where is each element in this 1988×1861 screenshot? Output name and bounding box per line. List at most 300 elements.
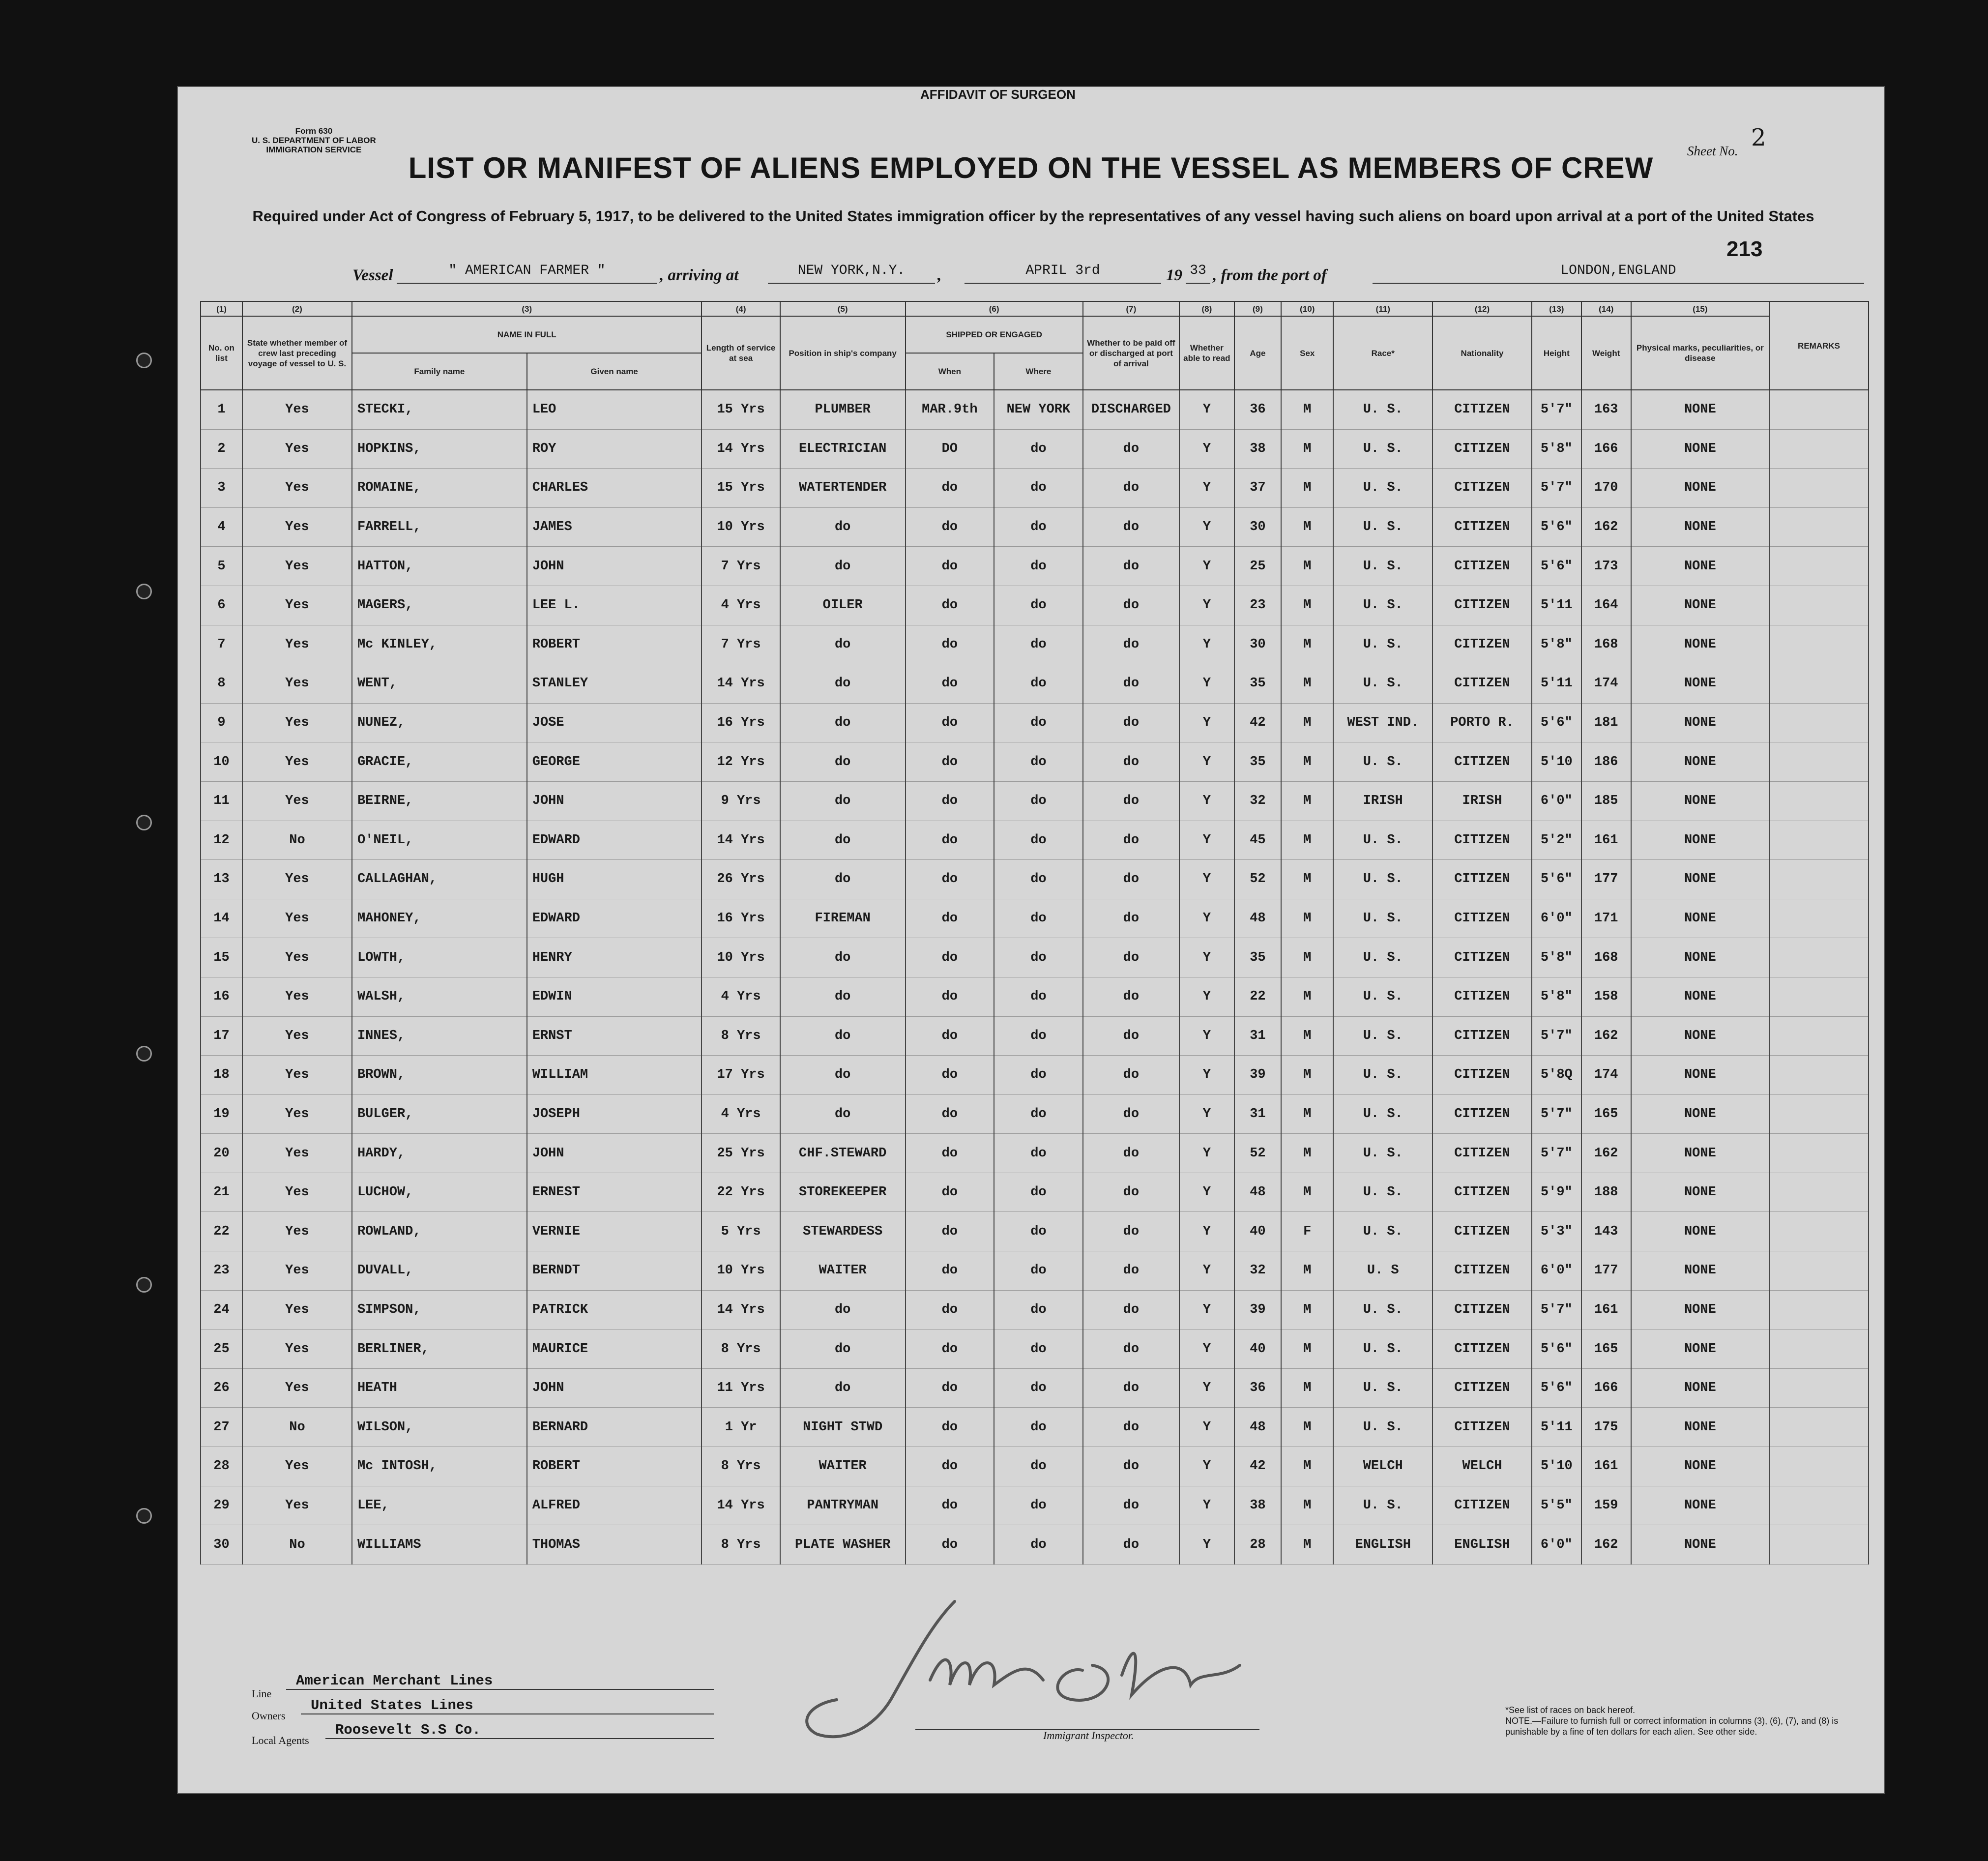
physical-marks: NONE [1631, 625, 1769, 664]
shipped-when: do [906, 899, 994, 938]
from-port: LONDON,ENGLAND [1373, 263, 1864, 284]
race: ENGLISH [1333, 1525, 1433, 1565]
given-name: JOSE [527, 703, 702, 742]
shipped-where: do [994, 1212, 1083, 1251]
shipped-where: do [994, 1368, 1083, 1408]
shipped-where: do [994, 977, 1083, 1016]
height: 6'0" [1532, 1525, 1581, 1565]
paid-off: do [1083, 1525, 1179, 1565]
shipped-where: do [994, 1173, 1083, 1212]
footer-note [1505, 1705, 1859, 1737]
height: 5'11 [1532, 586, 1581, 625]
remarks [1769, 1329, 1869, 1369]
col-num: (2) [242, 301, 352, 316]
length-service: 8 Yrs [702, 1329, 780, 1369]
paid-off: do [1083, 547, 1179, 586]
remarks [1769, 1094, 1869, 1134]
height: 5'8Q [1532, 1056, 1581, 1095]
remarks [1769, 429, 1869, 469]
prev-voyage: Yes [242, 625, 352, 664]
shipped-where: do [994, 899, 1083, 938]
height: 6'0" [1532, 899, 1581, 938]
remarks [1769, 1368, 1869, 1408]
position: do [780, 664, 906, 704]
nationality: CITIZEN [1433, 664, 1532, 704]
able-read: Y [1179, 1134, 1234, 1173]
given-name: EDWIN [527, 977, 702, 1016]
nationality: CITIZEN [1433, 1212, 1532, 1251]
table-row [201, 1486, 1869, 1525]
position: WATERTENDER [780, 469, 906, 508]
weight: 165 [1581, 1329, 1631, 1369]
position: do [780, 507, 906, 547]
height: 5'5" [1532, 1486, 1581, 1525]
physical-marks: NONE [1631, 586, 1769, 625]
given-name: BERNDT [527, 1251, 702, 1291]
race: U. S. [1333, 1134, 1433, 1173]
family-name: WALSH, [352, 977, 527, 1016]
punch-hole [136, 1508, 152, 1524]
age: 28 [1234, 1525, 1282, 1565]
prev-voyage: Yes [242, 1368, 352, 1408]
col-given-name: Given name [527, 353, 702, 390]
table-row [201, 625, 1869, 664]
arriving-label: , arriving at [660, 266, 739, 284]
col-num: (6) [906, 301, 1083, 316]
physical-marks: NONE [1631, 1251, 1769, 1291]
age: 42 [1234, 1447, 1282, 1486]
height: 5'10 [1532, 1447, 1581, 1486]
weight: 168 [1581, 938, 1631, 977]
able-read: Y [1179, 821, 1234, 860]
physical-marks: NONE [1631, 938, 1769, 977]
age: 52 [1234, 860, 1282, 899]
sex: M [1281, 390, 1333, 429]
height: 5'2" [1532, 821, 1581, 860]
col-able-read: Whether able to read [1179, 316, 1234, 390]
length-service: 11 Yrs [702, 1368, 780, 1408]
col-no-on-list: No. on list [201, 316, 242, 390]
race: U. S. [1333, 860, 1433, 899]
position: do [780, 1329, 906, 1369]
line-label: Line [252, 1687, 272, 1700]
remarks [1769, 781, 1869, 821]
paid-off: do [1083, 821, 1179, 860]
remarks [1769, 742, 1869, 782]
length-service: 10 Yrs [702, 938, 780, 977]
family-name: CALLAGHAN, [352, 860, 527, 899]
race: U. S. [1333, 664, 1433, 704]
prev-voyage: Yes [242, 860, 352, 899]
age: 35 [1234, 742, 1282, 782]
weight: 162 [1581, 1134, 1631, 1173]
physical-marks: NONE [1631, 860, 1769, 899]
weight: 165 [1581, 1094, 1631, 1134]
shipped-when: do [906, 1368, 994, 1408]
physical-marks: NONE [1631, 703, 1769, 742]
age: 38 [1234, 429, 1282, 469]
sex: M [1281, 1290, 1333, 1329]
prev-voyage: Yes [242, 390, 352, 429]
paid-off: do [1083, 1212, 1179, 1251]
sex: M [1281, 1368, 1333, 1408]
able-read: Y [1179, 586, 1234, 625]
race: U. S. [1333, 469, 1433, 508]
length-service: 4 Yrs [702, 586, 780, 625]
row-number: 3 [201, 469, 242, 508]
sex: M [1281, 1056, 1333, 1095]
age: 48 [1234, 899, 1282, 938]
nationality: WELCH [1433, 1447, 1532, 1486]
position: CHF.STEWARD [780, 1134, 906, 1173]
sex: M [1281, 1447, 1333, 1486]
prev-voyage: Yes [242, 1251, 352, 1291]
family-name: Mc KINLEY, [352, 625, 527, 664]
shipped-when: DO [906, 429, 994, 469]
race: U. S. [1333, 899, 1433, 938]
prev-voyage: Yes [242, 1447, 352, 1486]
sex: M [1281, 664, 1333, 704]
row-number: 5 [201, 547, 242, 586]
given-name: ALFRED [527, 1486, 702, 1525]
col-race: Race* [1333, 316, 1433, 390]
manifest-sheet: AFFIDAVIT OF SURGEON Form 630 U. S. DEPARTMENT OF LABOR IMMIGRATION SERVICE Sheet No. 2 LIST OR MANIFEST OF ALIENS EMPLOYED ON THE VESSEL AS MEMBERS OF CREW Required under Act of Congress of February 5, 1917, to be delivered to the United States immigration officer by the representatives of any vessel having such aliens on board upon arrival at a port of the United States 213 Vessel " AMERICAN FARMER " , arriving at NEW YORK,N.Y. , APRIL 3rd 19 33 , from the port of LONDON,ENGLAND (1) (2) (3) (4) (5) (6) (7) (8) (9) (10) (11) (12) (13) (14) (15) REMARKS No. on list State whether member of crew last preceding voyage of vessel to U. S. NAME IN FULL Length of service at sea Position in ship's company SHIPPED OR ENGAGED Whether to be paid off or discharged at port of arrival Whether able to read Age Sex Race* Nationality Height Weight Physical marks, peculiarities, or disease Family name Given name When Where 1 Yes STECKI, LEO 15 Yrs PLUMBER MAR.9th NEW YORK DISCHARGED Y 36 M U. S. CITIZEN 5'7" 163 NONE 2 Yes HOPKINS, ROY 14 Yrs ELECTRICIAN DO do do Y 38 M U. S. CITIZEN 5'8" 166 NONE 3 Yes ROMAINE, CHARLES 15 Yrs WATERTENDER do do do Y 37 M U. S. CITIZEN 5'7" 170 NONE 4 Yes FARRELL, JAMES 10 Yrs do do do do Y 30 M U. S. CITIZEN 5'6" 162 NONE 5 Yes HATTON, JOHN 7 Yrs do do do do Y 25 M U. S. CITIZEN 5'6" 173 NONE 6 Yes MAGERS, LEE L. 4 Yrs OILER do do do Y 23 M U. S. CITIZEN 5'11 164 NONE 7 Yes Mc KINLEY, ROBERT 7 Yrs do do do do Y 30 M U. S. CITIZEN 5'8" 168 NONE 8 Yes WENT, STANLEY 14 Yrs do do do do Y 35 M U. S. CITIZEN 5'11 174 NONE 9 Yes NUNEZ, JOSE 16 Yrs do do do do Y 42 M WEST IND. PORTO R. 5'6" 181 NONE 10 Yes GRACIE, GEORGE 12 Yrs do do do do Y 35 M U. S. CITIZEN 5'10 186 NONE 11 Yes BEIRNE, JOHN 9 Yrs do do do do Y 32 M IRISH IRISH 6'0" 185 NONE 12 No O'NEIL, EDWARD 14 Yrs do do do do Y 45 M U. S. CITIZEN 5'2" 161 NONE 13 Yes CALLAGHAN, HUGH 26 Yrs do do do do Y 52 M U. S. CITIZEN 5'6" 177 NONE 14 Yes MAHONEY, EDWARD 16 Yrs FIREMAN do do do Y 48 M U. S. CITIZEN 6'0" 171 NONE 15 Yes LOWTH, HENRY 10 Yrs do do do do Y 35 M U. S. CITIZEN 5'8" 168 NONE 16 Yes WALSH, EDWIN 4 Yrs do do do do Y 22 M U. S. CITIZEN 5'8" 158 NONE 17 Yes INNES, ERNST 8 Yrs do do do do Y 31 M U. S. CITIZEN 5'7" 162 NONE 18 Yes BROWN, WILLIAM 17 Yrs do do do do Y 39 M U. S. CITIZEN 5'8Q 174 NONE 19 Yes BULGER, JOSEPH 4 Yrs do do do do Y 31 M U. S. CITIZEN 5'7" 165 NONE 20 Yes HARDY, JOHN 25 Yrs CHF.STEWARD do do do Y 52 M U. S. CITIZEN 5'7" 162 NONE 21 Yes LUCHOW, ERNEST 22 Yrs STOREKEEPER do do do Y 48 M U. S. CITIZEN 5'9" 188 NONE 22 Yes ROWLAND, VERNIE 5 Yrs STEWARDESS do do do Y 40 F U. S. CITIZEN 5'3" 143 NONE 23 Yes DUVALL, BERNDT 10 Yrs WAITER do do do Y 32 M U. S CITIZEN 6'0" 177 NONE 24 Yes SIMPSON, PATRICK 14 Yrs do do do do Y 39 M U. S. CITIZEN 5'7" 161 NONE 25 Yes BERLINER, MAURICE 8 Yrs do do do do Y 40 M U. S. CITIZEN 5'6" 165 NONE 26 Yes HEATH JOHN 11 Yrs do do do do Y 36 M U. S. CITIZEN 5'6" 166 NONE 27 No WILSON, BERNARD 1 Yr NIGHT STWD do do do Y 48 M U. S. CITIZEN 5'11 175 NONE 28 Yes Mc INTOSH, ROBERT 8 Yrs WAITER do do do Y 42 M WELCH WELCH 5'10 161 NONE 29 Yes LEE, ALFRED 14 Yrs PANTRYMAN do do do Y 38 M U. S. CITIZEN 5'5" 159 NONE 30 No WILLIAMS THOMAS 8 Yrs PLATE WASHER do do do Y 28 M ENGLISH ENGLISH 6'0" 162 NONE Line American Merchant Lines Owners United States Lines Local Agents Roosevelt S.S Co. Immigrant Inspector. *See list of races on back hereof. NOTE.—Failure to furnish full or correct information in columns (3), (6), (7), and (8) is punishable by a fine of ten dollars for each alien. See other side. [177, 86, 1885, 1794]
nationality: CITIZEN [1433, 742, 1532, 782]
row-number: 21 [201, 1173, 242, 1212]
length-service: 16 Yrs [702, 703, 780, 742]
row-number: 29 [201, 1486, 242, 1525]
remarks [1769, 938, 1869, 977]
length-service: 9 Yrs [702, 781, 780, 821]
shipped-where: do [994, 1134, 1083, 1173]
shipped-where: do [994, 1251, 1083, 1291]
col-num: (4) [702, 301, 780, 316]
prev-voyage: Yes [242, 469, 352, 508]
weight: 175 [1581, 1408, 1631, 1447]
physical-marks: NONE [1631, 821, 1769, 860]
given-name: JOHN [527, 1134, 702, 1173]
race: U. S. [1333, 1290, 1433, 1329]
age: 48 [1234, 1173, 1282, 1212]
shipped-when: do [906, 1486, 994, 1525]
nationality: CITIZEN [1433, 821, 1532, 860]
row-number: 10 [201, 742, 242, 782]
race: U. S. [1333, 977, 1433, 1016]
given-name: VERNIE [527, 1212, 702, 1251]
service-name: IMMIGRATION SERVICE [266, 145, 362, 154]
age: 23 [1234, 586, 1282, 625]
family-name: ROMAINE, [352, 469, 527, 508]
sex: M [1281, 1094, 1333, 1134]
crew-table [200, 301, 1869, 1565]
shipped-where: do [994, 938, 1083, 977]
given-name: MAURICE [527, 1329, 702, 1369]
punch-hole [136, 584, 152, 599]
length-service: 4 Yrs [702, 1094, 780, 1134]
able-read: Y [1179, 1094, 1234, 1134]
remarks [1769, 1173, 1869, 1212]
family-name: LEE, [352, 1486, 527, 1525]
prev-voyage: Yes [242, 507, 352, 547]
sheet-number: 2 [1751, 124, 1766, 151]
able-read: Y [1179, 1251, 1234, 1291]
shipped-when: do [906, 703, 994, 742]
sex: M [1281, 1134, 1333, 1173]
department-name: U. S. DEPARTMENT OF LABOR [252, 136, 376, 145]
race: U. S. [1333, 429, 1433, 469]
height: 5'8" [1532, 625, 1581, 664]
shipped-when: do [906, 1016, 994, 1056]
age: 39 [1234, 1056, 1282, 1095]
prev-voyage: Yes [242, 1486, 352, 1525]
paid-off: do [1083, 1016, 1179, 1056]
shipped-when: do [906, 860, 994, 899]
height: 5'7" [1532, 1016, 1581, 1056]
paid-off: do [1083, 1094, 1179, 1134]
able-read: Y [1179, 429, 1234, 469]
col-physical: Physical marks, peculiarities, or disease [1631, 316, 1769, 390]
remarks [1769, 507, 1869, 547]
age: 31 [1234, 1094, 1282, 1134]
physical-marks: NONE [1631, 899, 1769, 938]
race: U. S. [1333, 821, 1433, 860]
col-num: (3) [352, 301, 702, 316]
height: 5'7" [1532, 469, 1581, 508]
family-name: MAHONEY, [352, 899, 527, 938]
length-service: 25 Yrs [702, 1134, 780, 1173]
length-service: 15 Yrs [702, 469, 780, 508]
shipped-where: do [994, 1056, 1083, 1095]
col-length-service: Length of service at sea [702, 316, 780, 390]
prev-voyage: Yes [242, 586, 352, 625]
position: do [780, 821, 906, 860]
table-row [201, 1173, 1869, 1212]
shipped-when: do [906, 821, 994, 860]
row-number: 2 [201, 429, 242, 469]
race: IRISH [1333, 781, 1433, 821]
shipped-when: do [906, 586, 994, 625]
age: 40 [1234, 1212, 1282, 1251]
row-number: 28 [201, 1447, 242, 1486]
row-number: 24 [201, 1290, 242, 1329]
table-row [201, 1408, 1869, 1447]
position: do [780, 860, 906, 899]
shipped-when: do [906, 1212, 994, 1251]
height: 5'7" [1532, 390, 1581, 429]
shipped-when: do [906, 547, 994, 586]
nationality: CITIZEN [1433, 1056, 1532, 1095]
col-remarks: REMARKS [1769, 301, 1869, 390]
age: 37 [1234, 469, 1282, 508]
physical-marks: NONE [1631, 1525, 1769, 1565]
weight: 174 [1581, 664, 1631, 704]
row-number: 9 [201, 703, 242, 742]
weight: 185 [1581, 781, 1631, 821]
race: U. S. [1333, 938, 1433, 977]
height: 5'7" [1532, 1290, 1581, 1329]
sex: M [1281, 821, 1333, 860]
prev-voyage: Yes [242, 1134, 352, 1173]
table-row [201, 821, 1869, 860]
nationality: CITIZEN [1433, 625, 1532, 664]
length-service: 26 Yrs [702, 860, 780, 899]
prev-voyage: Yes [242, 1290, 352, 1329]
nationality: ENGLISH [1433, 1525, 1532, 1565]
given-name: ROBERT [527, 625, 702, 664]
row-number: 17 [201, 1016, 242, 1056]
age: 36 [1234, 1368, 1282, 1408]
remarks [1769, 664, 1869, 704]
length-service: 16 Yrs [702, 899, 780, 938]
agents-label: Local Agents [252, 1734, 309, 1746]
able-read: Y [1179, 703, 1234, 742]
paid-off: do [1083, 1056, 1179, 1095]
shipped-when: do [906, 1447, 994, 1486]
col-num: (10) [1281, 301, 1333, 316]
row-number: 20 [201, 1134, 242, 1173]
nationality: CITIZEN [1433, 899, 1532, 938]
nationality: CITIZEN [1433, 547, 1532, 586]
arrival-date: APRIL 3rd [965, 263, 1161, 284]
sex: F [1281, 1212, 1333, 1251]
sheet-label: Sheet No. [1687, 144, 1738, 158]
given-name: EDWARD [527, 899, 702, 938]
col-num: (11) [1333, 301, 1433, 316]
position: NIGHT STWD [780, 1408, 906, 1447]
given-name: ERNEST [527, 1173, 702, 1212]
able-read: Y [1179, 781, 1234, 821]
nationality: CITIZEN [1433, 507, 1532, 547]
remarks [1769, 1251, 1869, 1291]
family-name: WILSON, [352, 1408, 527, 1447]
age: 40 [1234, 1329, 1282, 1369]
height: 5'6" [1532, 1329, 1581, 1369]
table-row [201, 742, 1869, 782]
race: U. S. [1333, 547, 1433, 586]
family-name: LUCHOW, [352, 1173, 527, 1212]
sex: M [1281, 429, 1333, 469]
position: do [780, 1016, 906, 1056]
sex: M [1281, 1525, 1333, 1565]
race: U. S. [1333, 1408, 1433, 1447]
family-name: HATTON, [352, 547, 527, 586]
physical-marks: NONE [1631, 977, 1769, 1016]
position: WAITER [780, 1447, 906, 1486]
remarks [1769, 1408, 1869, 1447]
race: WELCH [1333, 1447, 1433, 1486]
col-weight: Weight [1581, 316, 1631, 390]
shipped-where: do [994, 664, 1083, 704]
given-name: ROBERT [527, 1447, 702, 1486]
height: 5'3" [1532, 1212, 1581, 1251]
remarks [1769, 1447, 1869, 1486]
height: 5'11 [1532, 1408, 1581, 1447]
weight: 168 [1581, 625, 1631, 664]
crew-table-area [200, 301, 1869, 1565]
remarks [1769, 1212, 1869, 1251]
age: 48 [1234, 1408, 1282, 1447]
paid-off: do [1083, 586, 1179, 625]
nationality: CITIZEN [1433, 1408, 1532, 1447]
family-name: INNES, [352, 1016, 527, 1056]
paid-off: do [1083, 507, 1179, 547]
row-number: 8 [201, 664, 242, 704]
table-row [201, 664, 1869, 704]
col-where: Where [994, 353, 1083, 390]
given-name: HENRY [527, 938, 702, 977]
physical-marks: NONE [1631, 781, 1769, 821]
given-name: JOHN [527, 547, 702, 586]
form-number: Form 630 [295, 126, 333, 136]
shipped-where: do [994, 429, 1083, 469]
position: do [780, 977, 906, 1016]
length-service: 4 Yrs [702, 977, 780, 1016]
age: 22 [1234, 977, 1282, 1016]
row-number: 16 [201, 977, 242, 1016]
able-read: Y [1179, 664, 1234, 704]
physical-marks: NONE [1631, 1368, 1769, 1408]
shipped-where: do [994, 860, 1083, 899]
given-name: HUGH [527, 860, 702, 899]
col-num: (1) [201, 301, 242, 316]
position: WAITER [780, 1251, 906, 1291]
length-service: 7 Yrs [702, 625, 780, 664]
age: 31 [1234, 1016, 1282, 1056]
remarks [1769, 390, 1869, 429]
race: U. S. [1333, 1173, 1433, 1212]
nationality: IRISH [1433, 781, 1532, 821]
paid-off: do [1083, 1251, 1179, 1291]
shipped-when: do [906, 469, 994, 508]
nationality: CITIZEN [1433, 1094, 1532, 1134]
height: 6'0" [1532, 1251, 1581, 1291]
shipped-when: do [906, 1056, 994, 1095]
length-service: 14 Yrs [702, 1486, 780, 1525]
weight: 177 [1581, 1251, 1631, 1291]
paid-off: do [1083, 742, 1179, 782]
paid-off: do [1083, 1134, 1179, 1173]
length-service: 14 Yrs [702, 1290, 780, 1329]
shipped-where: do [994, 1329, 1083, 1369]
paid-off: do [1083, 703, 1179, 742]
able-read: Y [1179, 1173, 1234, 1212]
race: U. S. [1333, 390, 1433, 429]
length-service: 7 Yrs [702, 547, 780, 586]
prev-voyage: Yes [242, 1212, 352, 1251]
vessel-name: " AMERICAN FARMER " [397, 263, 657, 284]
col-num: (7) [1083, 301, 1179, 316]
prev-voyage: Yes [242, 977, 352, 1016]
position: do [780, 1056, 906, 1095]
length-service: 8 Yrs [702, 1525, 780, 1565]
paid-off: do [1083, 1408, 1179, 1447]
row-number: 4 [201, 507, 242, 547]
nationality: CITIZEN [1433, 469, 1532, 508]
col-num: (15) [1631, 301, 1769, 316]
sex: M [1281, 1173, 1333, 1212]
prev-voyage: Yes [242, 1173, 352, 1212]
shipped-where: do [994, 703, 1083, 742]
sex: M [1281, 899, 1333, 938]
race: U. S. [1333, 1368, 1433, 1408]
col-num: (13) [1532, 301, 1581, 316]
row-number: 26 [201, 1368, 242, 1408]
punch-hole [136, 815, 152, 830]
height: 5'6" [1532, 1368, 1581, 1408]
prev-voyage: Yes [242, 429, 352, 469]
shipped-where: do [994, 507, 1083, 547]
nationality: CITIZEN [1433, 1251, 1532, 1291]
